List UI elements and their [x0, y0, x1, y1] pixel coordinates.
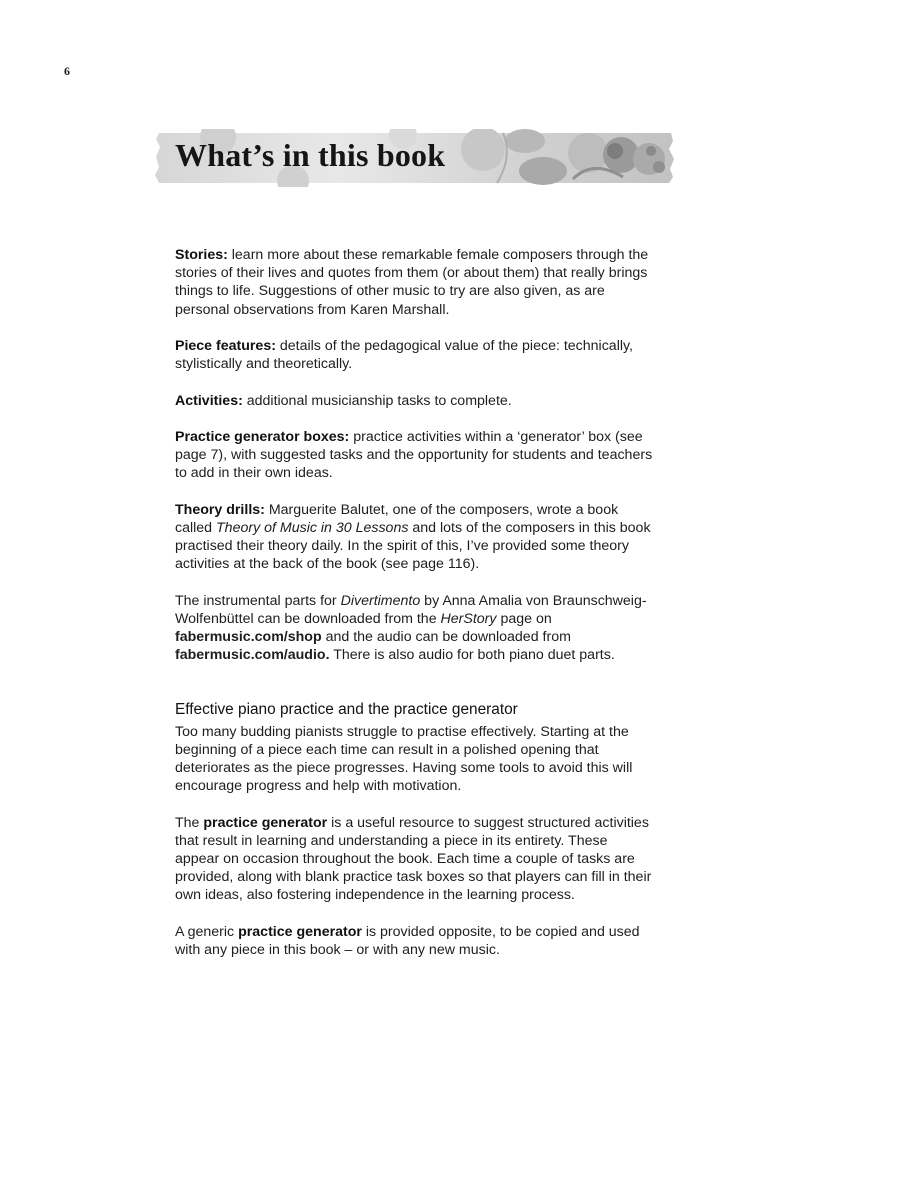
intro-piece-features	[175, 337, 655, 373]
practice-generator-term: practice generator	[203, 814, 328, 831]
page-title: What’s in this book	[175, 137, 446, 173]
downloads-text-3: page on	[496, 610, 552, 627]
activities-label: Activities:	[175, 392, 243, 409]
practice-paragraph-3-lead: A generic	[175, 923, 239, 940]
herstory-title: HerStory	[440, 610, 497, 627]
practice-generator-boxes-text: practice activities within a ‘generator’ box (see page 7), with suggested tasks and the opportunity for students and teachers to add in their own ideas.	[175, 428, 653, 482]
downloads-text-1: The instrumental parts for	[175, 592, 341, 609]
intro-activities	[175, 392, 655, 410]
practice-paragraph-1: Too many budding pianists struggle to practise effectively. Starting at the beginning of a piece each time can result in a polished opening that deteriorates as the piece progresses. Having some tools to avoid this will encourage progress and help with motivation.	[175, 723, 633, 795]
practice-section-heading: Effective piano practice and the practice generator	[175, 700, 518, 718]
page-number: 6	[64, 64, 70, 78]
divertimento-title: Divertimento	[340, 592, 421, 609]
intro-practice-generator-boxes	[175, 428, 655, 483]
theory-drills-text-2: and lots of the composers in this book practised their theory daily. In the spirit of this, I’ve provided some theory activities at the back of the book (see page 116).	[175, 519, 651, 573]
intro-theory-drills	[175, 501, 655, 574]
downloads-text-4: and the audio can be downloaded from	[321, 629, 571, 646]
main-content	[175, 246, 655, 977]
practice-generator-boxes-label: Practice generator boxes:	[175, 428, 350, 445]
piece-features-text: details of the pedagogical value of the piece: technically, stylistically and theoretically.	[175, 338, 633, 373]
practice-paragraph-2-rest: is a useful resource to suggest structured activities that result in learning and understanding a piece in its entirety. These appear on occasion throughout the book. Each time a couple of tasks are provided, along with blank practice task boxes so that players can fill in their own ideas, also fostering independence in the learning process.	[175, 814, 652, 904]
theory-drills-label: Theory drills:	[175, 501, 265, 518]
title-banner	[153, 129, 677, 187]
downloads-text-2: by Anna Amalia von Braunschweig-Wolfenbüttel can be downloaded from the	[175, 592, 647, 627]
theory-drills-text-1: Marguerite Balutet, one of the composers, wrote a book called	[175, 501, 619, 536]
piece-features-label: Piece features:	[175, 338, 276, 354]
audio-link[interactable]: fabermusic.com/audio.	[175, 647, 330, 664]
shop-link[interactable]: fabermusic.com/shop	[175, 629, 322, 646]
theory-book-title: Theory of Music in 30 Lessons	[216, 519, 409, 536]
activities-text: additional musicianship tasks to complete.	[242, 392, 512, 409]
stories-text: learn more about these remarkable female composers through the stories of their lives and quotes from them (or about them) that really brings things to life. Suggestions of other music to try are also given, as are personal observations from Karen Marshall.	[175, 247, 649, 318]
intro-stories	[175, 246, 655, 319]
stories-label: Stories:	[175, 247, 228, 263]
generic-practice-generator-term: practice generator	[238, 923, 362, 940]
downloads-paragraph	[175, 592, 655, 665]
downloads-text-5: There is also audio for both piano duet parts.	[329, 647, 615, 664]
practice-paragraph-3	[175, 923, 655, 959]
practice-paragraph-2	[175, 814, 655, 905]
practice-paragraph-3-rest: is provided opposite, to be copied and used with any piece in this book – or with any new music.	[175, 923, 640, 958]
practice-paragraph-2-lead: The	[175, 814, 204, 831]
